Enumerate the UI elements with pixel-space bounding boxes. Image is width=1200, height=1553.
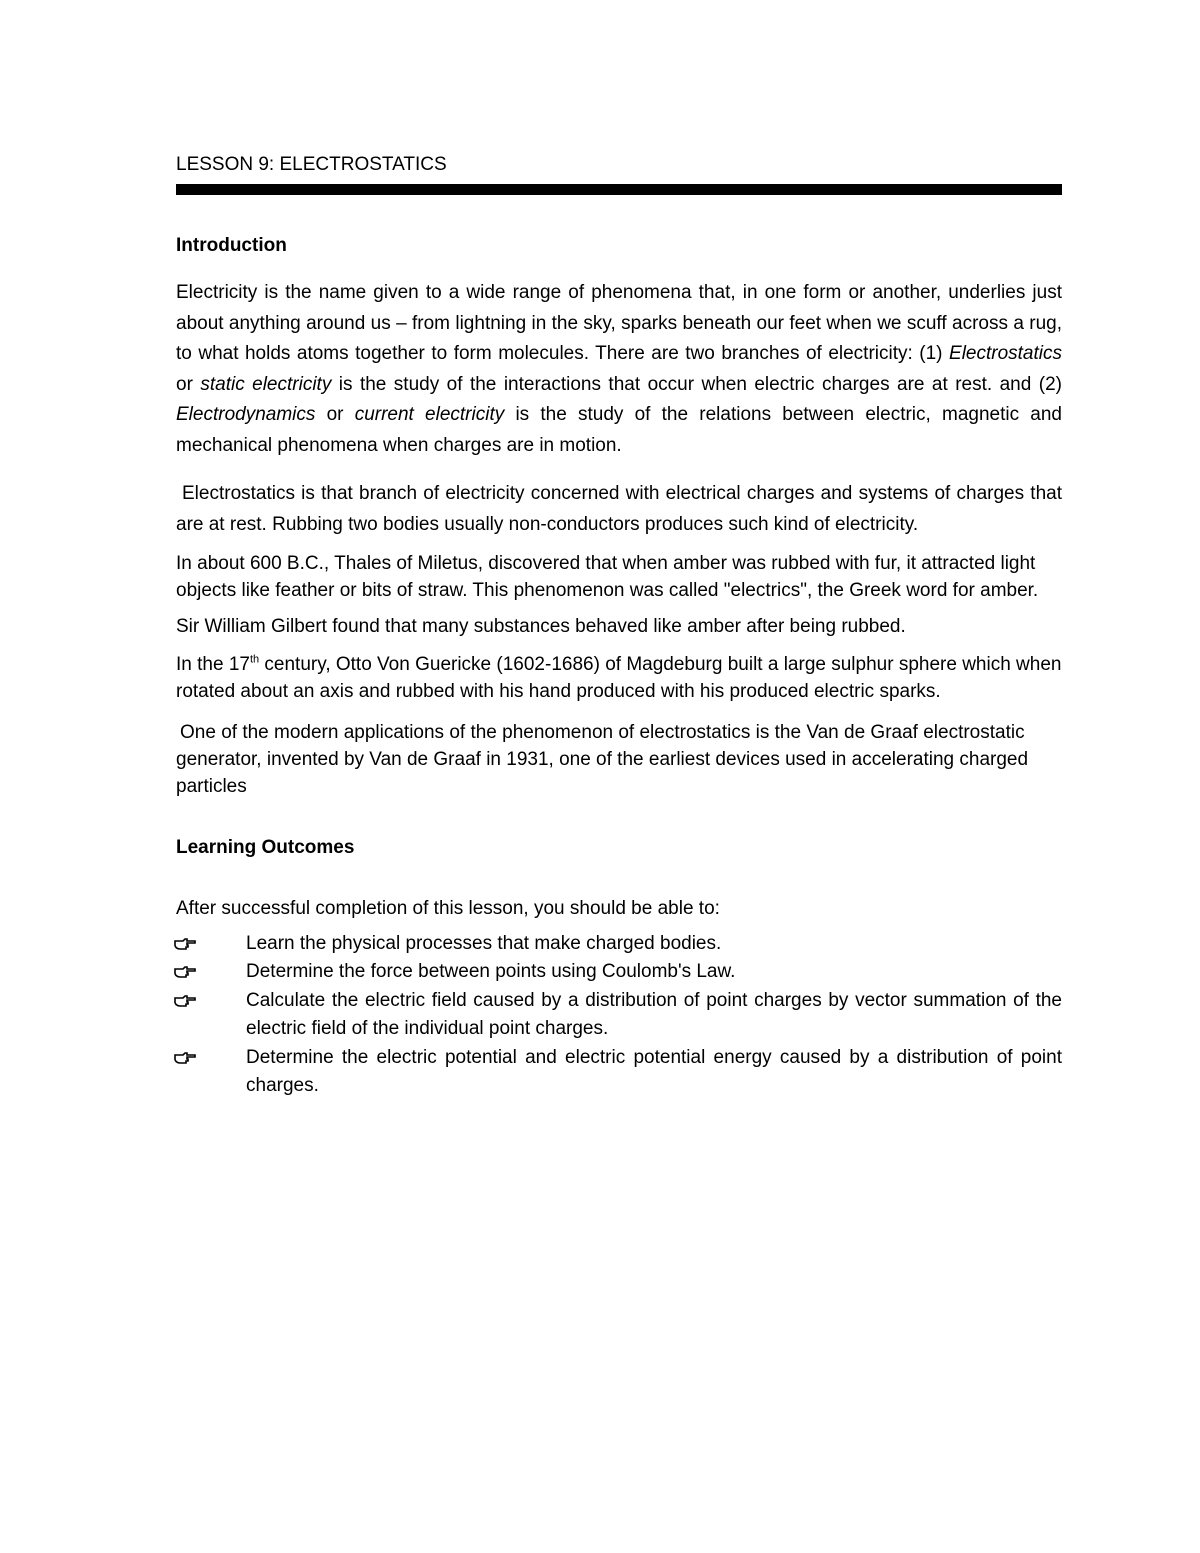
title-rule [176, 184, 1062, 195]
term-current-electricity: current electricity [354, 404, 505, 425]
term-electrostatics: Electrostatics [949, 343, 1062, 364]
intro-p1-text-5: is the study of the relations between electric, magnetic and mechanical phenomena when charges are in motion. [176, 404, 1063, 456]
intro-p1-text-2: or [176, 373, 201, 395]
list-item [176, 930, 1062, 959]
term-static-electricity: static electricity [200, 373, 332, 395]
intro-paragraph-4: Sir William Gilbert found that many substances behaved like amber after being rubbed. [176, 616, 906, 637]
intro-paragraph-3: In about 600 B.C., Thales of Miletus, discovered that when amber was rubbed with fur, it attracted light objects like feather or bits of straw. This phenomenon was called "electrics", the Greek word for amber. [176, 553, 1039, 601]
intro-p5-text-2: century, Otto Von Guericke (1602-1686) of Magdeburg built a large sulphur sphere which when rotated about an axis and rubbed with his hand produced with his produced electric sparks. [176, 653, 1062, 702]
learning-outcomes-intro: After successful completion of this lesson, you should be able to: [176, 897, 720, 919]
intro-p1-text-1: Electricity is the name given to a wide range of phenomena that, in one form or another, underlies just about anything around us – from lightning in the sky, sparks beneath our feet when we scuff across a rug, to what holds atoms together to form molecules. There are two branches of electricity: (1) [176, 282, 1062, 364]
outcome-text: Calculate the electric field caused by a distribution of point charges by vector summation of the electric field of the individual point charges. [246, 989, 1062, 1039]
intro-p1-text-4: or [315, 404, 355, 425]
document-page [176, 150, 1062, 1101]
intro-p5-text-1: In the 17 [176, 653, 250, 675]
pointing-hand-icon [174, 1044, 204, 1064]
term-electrodynamics: Electrodynamics [176, 404, 316, 425]
outcome-text: Determine the force between points using Coulomb's Law. [246, 961, 736, 982]
pointing-hand-icon [174, 958, 204, 978]
list-item [176, 958, 1062, 987]
intro-paragraph-5 [176, 651, 1062, 705]
outcome-text: Determine the electric potential and electric potential energy caused by a distribution of point charges. [246, 1046, 1062, 1096]
learning-outcomes-heading: Learning Outcomes [176, 836, 355, 858]
list-item [176, 987, 1062, 1044]
pointing-hand-icon [174, 930, 204, 950]
pointing-hand-icon [174, 987, 204, 1007]
outcome-text: Learn the physical processes that make charged bodies. [246, 932, 722, 954]
intro-paragraph-2: Electrostatics is that branch of electricity concerned with electrical charges and systems of charges that are at rest. Rubbing two bodies usually non-conductors produces such kind of electricity. [176, 483, 1062, 535]
intro-paragraph-1 [176, 278, 1062, 461]
superscript-th: th [249, 653, 260, 666]
intro-p1-text-3: is the study of the interactions that occur when electric charges are at rest. and (2) [331, 373, 1062, 395]
lesson-title: LESSON 9: ELECTROSTATICS [176, 154, 447, 175]
intro-paragraph-6: One of the modern applications of the phenomenon of electrostatics is the Van de Graaf electrostatic generator, invented by Van de Graaf in 1931, one of the earliest devices used in accelerating charged particles [176, 721, 1029, 797]
list-item [176, 1044, 1062, 1101]
learning-outcomes-list [176, 930, 1062, 1101]
introduction-heading: Introduction [176, 235, 287, 256]
